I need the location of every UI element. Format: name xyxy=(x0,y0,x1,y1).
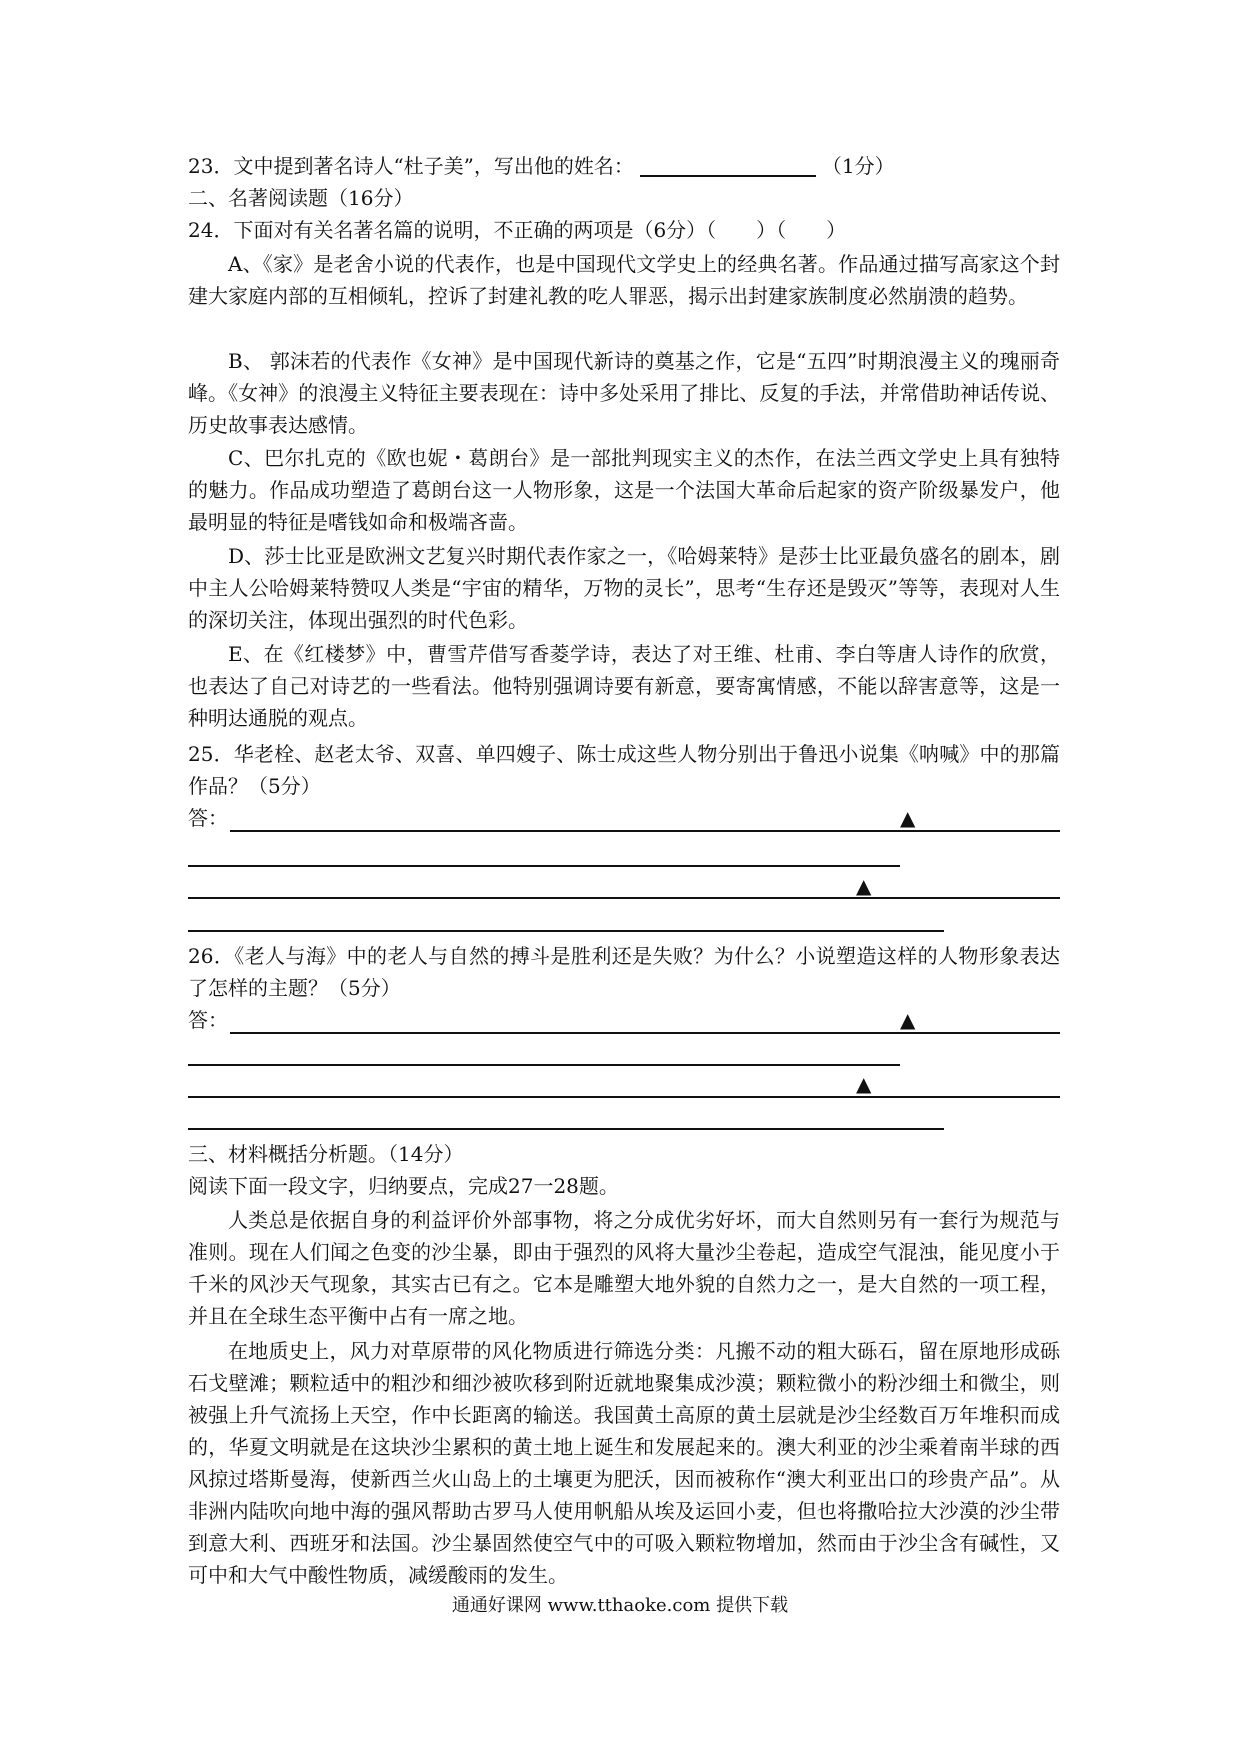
question-23-text: 23．文中提到著名诗人“杜子美”，写出他的姓名： xyxy=(188,154,634,178)
answer-line[interactable] xyxy=(188,865,900,867)
question-24-stem: 24．下面对有关名著名篇的说明，不正确的两项是（6分）（ ）（ ） xyxy=(188,218,847,242)
answer-line[interactable] xyxy=(188,1064,900,1066)
triangle-marker-icon: ▲ xyxy=(900,1008,916,1032)
answer-line[interactable] xyxy=(188,897,1060,899)
answer-line[interactable] xyxy=(188,930,944,932)
triangle-marker-icon: ▲ xyxy=(856,874,872,898)
option-e: E、在《红楼梦》中，曹雪芹借写香菱学诗，表达了对王维、杜甫、李白等唐人诗作的欣赏，也表达了自己对诗艺的一些看法。他特别强调诗要有新意，要寄寓情感，不能以辞害意等，这是一种明达通脱的观点。 xyxy=(188,642,1060,730)
section-2-title: 二、名著阅读题（16分） xyxy=(188,186,414,210)
option-a: A、《家》是老舍小说的代表作，也是中国现代文学史上的经典名著。作品通过描写高家这个封建大家庭内部的互相倾轧，控诉了封建礼教的吃人罪恶，揭示出封建家族制度必然崩溃的趋势。 xyxy=(188,252,1060,308)
section-3-instruction: 阅读下面一段文字，归纳要点，完成27一28题。 xyxy=(188,1174,619,1198)
passage-paragraph: 人类总是依据自身的利益评价外部事物，将之分成优劣好坏，而大自然则另有一套行为规范与准则。现在人们闻之色变的沙尘暴，即由于强烈的风将大量沙尘卷起，造成空气混浊，能见度小于千米的风沙天气现象，其实古已有之。它本是雕塑大地外貌的自然力之一，是大自然的一项工程，并且在全球生态平衡中占有一席之地。 xyxy=(188,1208,1060,1328)
answer-blank[interactable] xyxy=(640,153,816,177)
question-23-score: （1分） xyxy=(821,154,895,178)
answer-line[interactable] xyxy=(230,1032,1060,1034)
question-23 xyxy=(188,150,895,182)
answer-line[interactable] xyxy=(188,1128,944,1130)
option-d: D、莎士比亚是欧洲文艺复兴时期代表作家之一，《哈姆莱特》是莎士比亚最负盛名的剧本，剧中主人公哈姆莱特赞叹人类是“宇宙的精华，万物的灵长”，思考“生存还是毁灭”等等，表现对人生的深切关注，体现出强烈的时代色彩。 xyxy=(188,544,1060,632)
question-26-answer-label: 答： xyxy=(188,1008,228,1032)
triangle-marker-icon: ▲ xyxy=(900,806,916,830)
answer-line[interactable] xyxy=(188,1096,1060,1098)
question-26-stem: 26．《老人与海》中的老人与自然的搏斗是胜利还是失败？为什么？小说塑造这样的人物形象表达了怎样的主题？（5分） xyxy=(188,944,1060,1000)
footer-credit: 通通好课网 www.tthaoke.com 提供下载 xyxy=(451,1595,789,1616)
question-25-answer-label: 答： xyxy=(188,806,228,830)
section-3-title: 三、材料概括分析题。（14分） xyxy=(188,1142,464,1166)
option-b: B、 郭沫若的代表作《女神》是中国现代新诗的奠基之作，它是“五四”时期浪漫主义的瑰丽奇峰。《女神》的浪漫主义特征主要表现在：诗中多处采用了排比、反复的手法，并常借助神话传说、历史故事表达感情。 xyxy=(188,349,1060,437)
option-c: C、巴尔扎克的《欧也妮・葛朗台》是一部批判现实主义的杰作，在法兰西文学史上具有独特的魅力。作品成功塑造了葛朗台这一人物形象，这是一个法国大革命后起家的资产阶级暴发户，他最明显的特征是嗜钱如命和极端吝啬。 xyxy=(188,446,1060,534)
passage-paragraph: 在地质史上，风力对草原带的风化物质进行筛选分类：凡搬不动的粗大砾石，留在原地形成砾石戈壁滩；颗粒适中的粗沙和细沙被吹移到附近就地聚集成沙漠；颗粒微小的粉沙细土和微尘，则被强上升气流扬上天空，作中长距离的输送。我国黄土高原的黄土层就是沙尘经数百万年堆积而成的，华夏文明就是在这块沙尘累积的黄土地上诞生和发展起来的。澳大利亚的沙尘乘着南半球的西风掠过塔斯曼海，使新西兰火山岛上的土壤更为肥沃，因而被称作“澳大利亚出口的珍贵产品”。从非洲内陆吹向地中海的强风帮助古罗马人使用帆船从埃及运回小麦，但也将撒哈拉大沙漠的沙尘带到意大利、西班牙和法国。沙尘暴固然使空气中的可吸入颗粒物增加，然而由于沙尘含有碱性，又可中和大气中酸性物质，减缓酸雨的发生。 xyxy=(188,1339,1060,1587)
question-25-stem: 25．华老栓、赵老太爷、双喜、单四嫂子、陈士成这些人物分别出于鲁迅小说集《呐喊》中的那篇作品？（5分） xyxy=(188,742,1060,798)
triangle-marker-icon: ▲ xyxy=(856,1072,872,1096)
answer-line[interactable] xyxy=(230,830,1060,832)
